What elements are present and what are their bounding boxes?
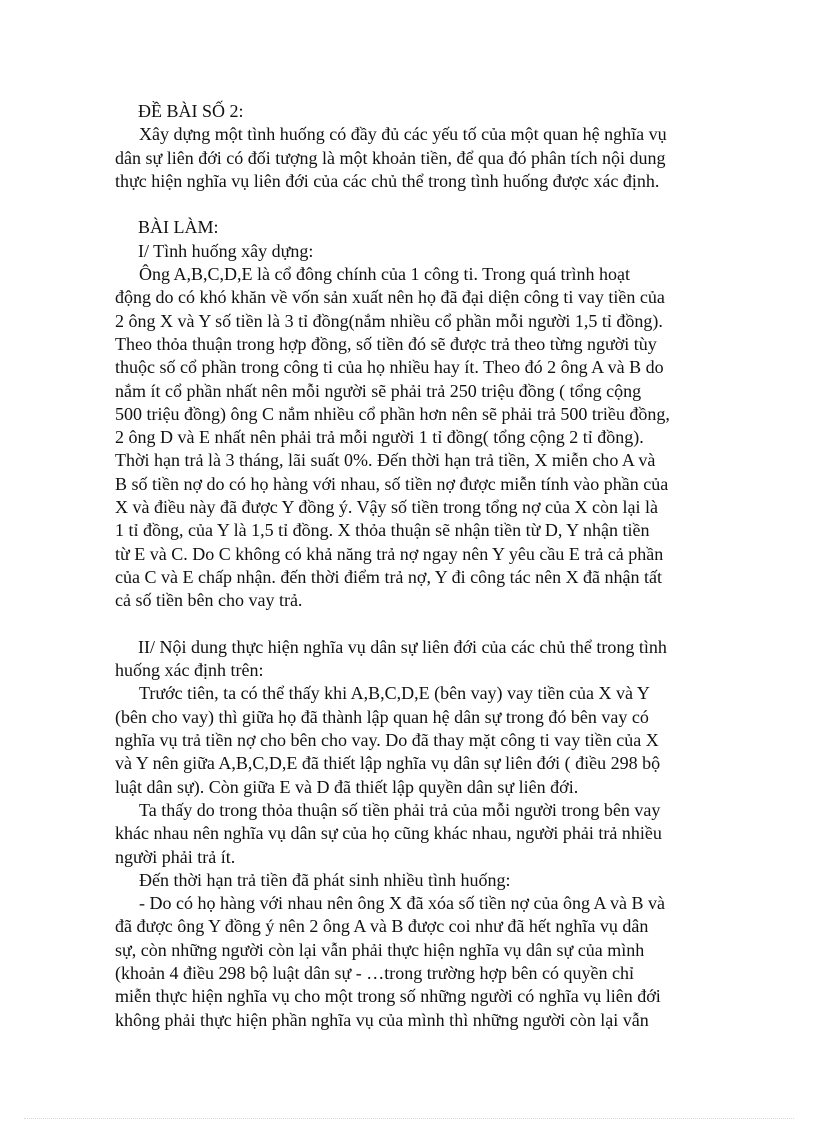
section2-paragraph-line: nghĩa vụ trả tiền nợ cho bên cho vay. Do đã thay mặt công ti vay tiền của X: [115, 730, 659, 751]
document-body: [115, 100, 695, 1032]
section2-heading: II/ Nội dung thực hiện nghĩa vụ dân sự liên đới của các chủ thể trong tình: [138, 636, 667, 657]
assignment-heading: ĐỀ BÀI SỐ 2:: [138, 101, 244, 121]
section2-paragraph-line: (khoản 4 điều 298 bộ luật dân sự - …trong trường hợp bên có quyền chỉ: [115, 962, 634, 983]
section1-line: nắm ít cổ phần nhất nên mỗi người sẽ phải trả 250 triệu đồng ( tổng cộng: [115, 380, 642, 401]
section2-paragraph-line: khác nhau nên nghĩa vụ dân sự của họ cũng khác nhau, người phải trả nhiều: [115, 823, 662, 844]
section1-line: X và điều này đã được Y đồng ý. Vậy số tiền trong tổng nợ của X còn lại là: [115, 497, 659, 518]
assignment-line: thực hiện nghĩa vụ liên đới của các chủ thể trong tình huống được xác định.: [115, 170, 660, 191]
section1-line: động do có khó khăn về vốn sản xuất nên họ đã đại diện công ti vay tiền của: [115, 287, 665, 308]
section1-line: B số tiền nợ do có họ hàng với nhau, số tiền nợ được miễn tính vào phần của: [115, 473, 669, 494]
assignment-line: Xây dựng một tình huống có đầy đủ các yếu tố của một quan hệ nghĩa vụ: [139, 124, 667, 145]
section1-line: 2 ông D và E nhất nên phải trả mỗi người 1 tỉ đồng( tổng cộng 2 tỉ đồng).: [115, 427, 644, 448]
section2-paragraph-line: Trước tiên, ta có thể thấy khi A,B,C,D,E (bên vay) vay tiền của X và Y: [139, 683, 650, 704]
section2-paragraph-line: luật dân sự). Còn giữa E và D đã thiết lập quyền dân sự liên đới.: [115, 776, 579, 797]
section1-line: Theo thỏa thuận trong hợp đồng, số tiền đó sẽ được trả theo từng người tùy: [115, 333, 657, 354]
section1-line: Thời hạn trả là 3 tháng, lãi suất 0%. Đến thời hạn trả tiền, X miễn cho A và: [115, 450, 656, 471]
section2-paragraph-line: không phải thực hiện phần nghĩa vụ của mình thì những người còn lại vẫn: [115, 1009, 649, 1030]
section2-paragraph-line: và Y nên giữa A,B,C,D,E đã thiết lập nghĩa vụ dân sự liên đới ( điều 298 bộ: [115, 753, 661, 774]
section2-paragraph-line: sự, còn những người còn lại vẫn phải thực hiện nghĩa vụ dân sự của mình: [115, 939, 645, 960]
answer-heading: BÀI LÀM:: [138, 217, 219, 238]
page-bottom-dotted-rule: [24, 1118, 794, 1119]
section1-line: thuộc số cổ phần trong công ti của họ nhiều hay ít. Theo đó 2 ông A và B do: [115, 357, 664, 378]
section2-paragraph-line: Ta thấy do trong thỏa thuận số tiền phải trả của mỗi người trong bên vay: [139, 799, 661, 820]
assignment-line: dân sự liên đới có đối tượng là một khoản tiền, để qua đó phân tích nội dung: [115, 147, 666, 168]
spacer: [115, 613, 695, 636]
section1-heading: I/ Tình huống xây dựng:: [138, 240, 314, 261]
section2-paragraph-line: (bên cho vay) thì giữa họ đã thành lập quan hệ dân sự trong đó bên vay có: [115, 706, 649, 727]
spacer: [115, 193, 695, 216]
section1-line: cả số tiền bên cho vay trả.: [115, 590, 303, 611]
section1-line: Ông A,B,C,D,E là cổ đông chính của 1 công ti. Trong quá trình hoạt: [139, 264, 630, 285]
section2-heading: huống xác định trên:: [115, 660, 264, 681]
section2-paragraph-line: - Do có họ hàng với nhau nên ông X đã xóa số tiền nợ của ông A và B và: [139, 893, 665, 914]
section1-line: của C và E chấp nhận. đến thời điểm trả nợ, Y đi công tác nên X đã nhận tất: [115, 566, 663, 587]
section1-line: 500 triệu đồng) ông C nắm nhiều cổ phần hơn nên sẽ phải trả 500 triều đồng,: [115, 403, 670, 424]
section2-paragraph-line: người phải trả ít.: [115, 846, 236, 867]
section1-line: 2 ông X và Y số tiền là 3 tỉ đồng(nắm nhiều cổ phần mỗi người 1,5 tỉ đồng).: [115, 310, 663, 331]
section2-paragraph-line: miễn thực hiện nghĩa vụ cho một trong số những người có nghĩa vụ liên đới: [115, 986, 661, 1007]
section1-line: từ E và C. Do C không có khả năng trả nợ ngay nên Y yêu cầu E trả cả phần: [115, 543, 664, 564]
section2-paragraph-line: Đến thời hạn trả tiền đã phát sinh nhiều tình huống:: [139, 869, 511, 890]
section2-paragraph-line: đã được ông Y đồng ý nên 2 ông A và B được coi như đã hết nghĩa vụ dân: [115, 916, 649, 937]
section1-line: 1 tỉ đồng, của Y là 1,5 tỉ đồng. X thỏa thuận sẽ nhận tiền từ D, Y nhận tiền: [115, 520, 650, 541]
